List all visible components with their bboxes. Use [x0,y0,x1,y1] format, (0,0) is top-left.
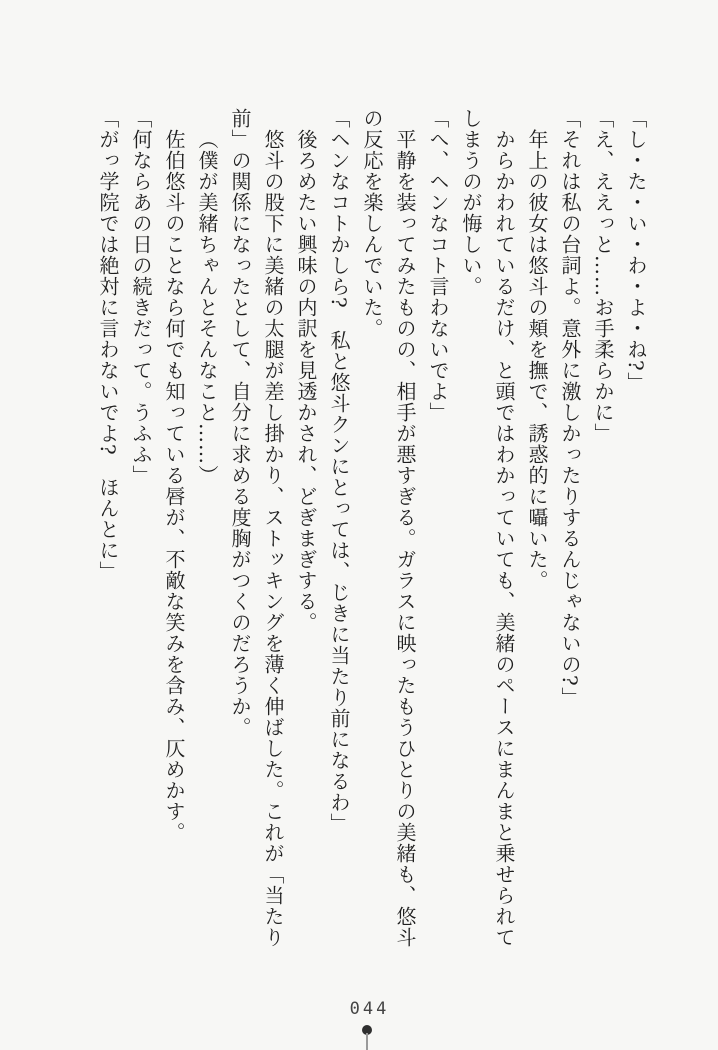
page-marker-line [366,1033,368,1050]
page-text [90,108,652,950]
paragraph: 「がっ学院では絶対に言わないでよ? ほんとに」 [96,108,120,582]
paragraph: 「それは私の台詞よ。意外に激しかったりするんじゃないの?」 [558,108,582,708]
paragraph: 「へ、ヘンなコト言わないでよ」 [426,108,450,423]
paragraph: 「し・た・い・わ・よ・ね?」 [624,108,648,393]
paragraph: 「何ならあの日の続きだって。うふふ」 [129,108,153,486]
paragraph: 悠斗の股下に美緒の太腿が差し掛かり、ストッキングを薄く伸ばした。これが「当たり前」の関係になったとして、自分に求める度胸がつくのだろうか。 [228,108,285,948]
page-number: 044 [349,999,390,1019]
paragraph: 平静を装ってみたものの、相手が悪すぎる。ガラスに映ったもうひとりの美緒も、悠斗の反応を楽しんでいた。 [360,108,417,948]
paragraph: からかわれているだけ、と頭ではわかっていても、美緒のペースにまんまと乗せられてしまうのが悔しい。 [459,108,516,948]
paragraph: 年上の彼女は悠斗の頬を撫で、誘惑的に囁いた。 [525,129,549,591]
paragraph: 「え、ええっと……お手柔らかに」 [591,108,615,444]
page-footer [0,990,718,1050]
paragraph: （僕が美緒ちゃんとそんなこと……） [195,129,219,486]
paragraph: 「ヘンなコトかしら? 私と悠斗クンにとっては、じきに当たり前になるわ」 [327,108,351,834]
paragraph: 佐伯悠斗のことなら何でも知っている唇が、不敵な笑みを含み、仄めかす。 [162,129,186,843]
paragraph: 後ろめたい興味の内訳を見透かされ、どぎまぎする。 [294,129,318,633]
